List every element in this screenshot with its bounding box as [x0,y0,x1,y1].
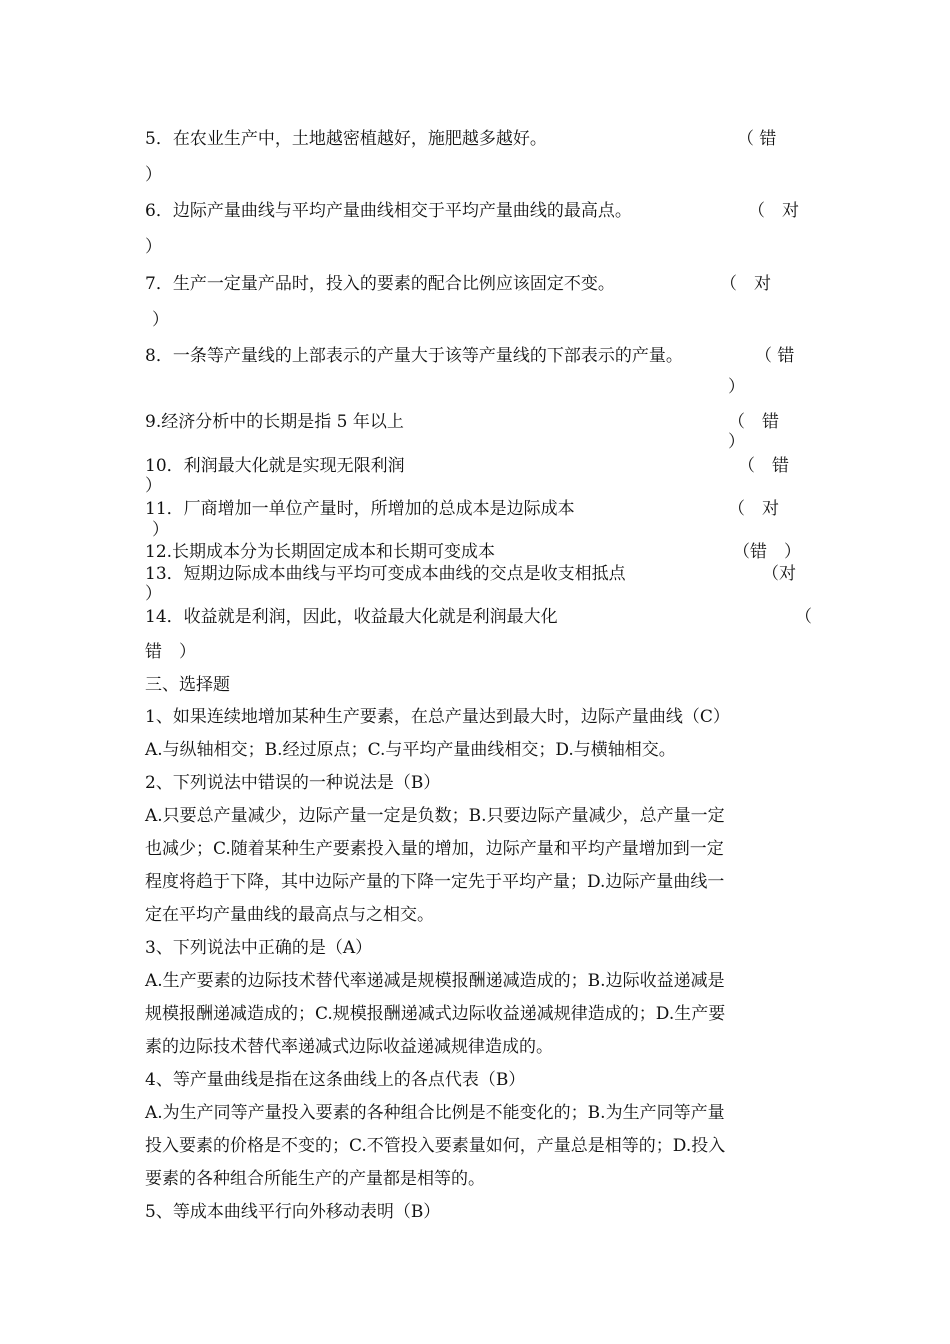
tf-answer-11-open: （ 对 [728,499,779,519]
mc-options-3-line-3: 素的边际技术替代率递减式边际收益递减规律造成的。 [145,1037,553,1057]
section-title: 三、选择题 [145,675,230,695]
tf-question-5: 5．在农业生产中，土地越密植越好，施肥越多越好。 [145,129,547,149]
tf-answer-10-open: （ 错 [738,456,789,476]
mc-options-2-line-2: 也减少；C.随着某种生产要素投入量的增加，边际产量和平均产量增加到一定 [145,839,724,859]
mc-options-2-line-4: 定在平均产量曲线的最高点与之相交。 [145,905,434,925]
mc-question-1: 1、如果连续地增加某种生产要素，在总产量达到最大时，边际产量曲线（C） [145,707,730,727]
mc-options-3-line-2: 规模报酬递减造成的；C.规模报酬递减式边际收益递减规律造成的；D.生产要 [145,1004,726,1024]
tf-answer-6-close: ） [145,237,162,257]
tf-answer-14-close: 错 ） [145,642,196,662]
tf-answer-13-open: （对 [762,564,796,584]
tf-question-8: 8．一条等产量线的上部表示的产量大于该等产量线的下部表示的产量。 [145,346,683,366]
tf-answer-10-close: ） [145,476,162,496]
tf-answer-5-open: （ 错 [737,129,777,149]
tf-answer-11-close: ） [152,520,169,540]
tf-question-11: 11．厂商增加一单位产量时，所增加的总成本是边际成本 [145,499,575,519]
tf-answer-9-close: ） [728,432,745,452]
mc-question-3: 3、下列说法中正确的是（A） [145,938,373,958]
tf-answer-7-close: ） [152,310,169,330]
tf-answer-6-open: （ 对 [748,201,799,221]
tf-answer-12: （错 ） [733,542,801,562]
mc-options-3-line-1: A.生产要素的边际技术替代率递减是规模报酬递减造成的；B.边际收益递减是 [145,971,725,991]
mc-question-4: 4、等产量曲线是指在这条曲线上的各点代表（B） [145,1070,526,1090]
mc-question-2: 2、下列说法中错误的一种说法是（B） [145,773,441,793]
tf-answer-13-close: ） [145,584,162,604]
tf-question-10: 10．利润最大化就是实现无限利润 [145,456,405,476]
tf-question-12: 12.长期成本分为长期固定成本和长期可变成本 [145,542,496,562]
mc-options-4-line-1: A.为生产同等产量投入要素的各种组合比例是不能变化的；B.为生产同等产量 [145,1103,725,1123]
tf-answer-8-open: （ 错 [755,346,795,366]
mc-options-2-line-1: A.只要总产量减少，边际产量一定是负数；B.只要边际产量减少，总产量一定 [145,806,725,826]
tf-question-13: 13．短期边际成本曲线与平均可变成本曲线的交点是收支相抵点 [145,564,626,584]
tf-question-6: 6．边际产量曲线与平均产量曲线相交于平均产量曲线的最高点。 [145,201,632,221]
mc-options-4-line-2: 投入要素的价格是不变的；C.不管投入要素量如何，产量总是相等的；D.投入 [145,1136,726,1156]
tf-question-9: 9.经济分析中的长期是指 5 年以上 [145,412,404,432]
mc-options-2-line-3: 程度将趋于下降，其中边际产量的下降一定先于平均产量；D.边际产量曲线一 [145,872,725,892]
tf-question-7: 7．生产一定量产品时，投入的要素的配合比例应该固定不变。 [145,274,615,294]
tf-answer-9-open: （ 错 [728,412,779,432]
mc-options-1-line-1: A.与纵轴相交；B.经过原点；C.与平均产量曲线相交；D.与横轴相交。 [145,740,676,760]
tf-answer-5-close: ） [145,165,162,185]
tf-answer-14-open: （ [795,607,812,627]
tf-answer-8-close: ） [728,377,745,397]
tf-question-14: 14．收益就是利润，因此，收益最大化就是利润最大化 [145,607,558,627]
mc-question-5: 5、等成本曲线平行向外移动表明（B） [145,1202,441,1222]
tf-answer-7-open: （ 对 [720,274,771,294]
mc-options-4-line-3: 要素的各种组合所能生产的产量都是相等的。 [145,1169,485,1189]
